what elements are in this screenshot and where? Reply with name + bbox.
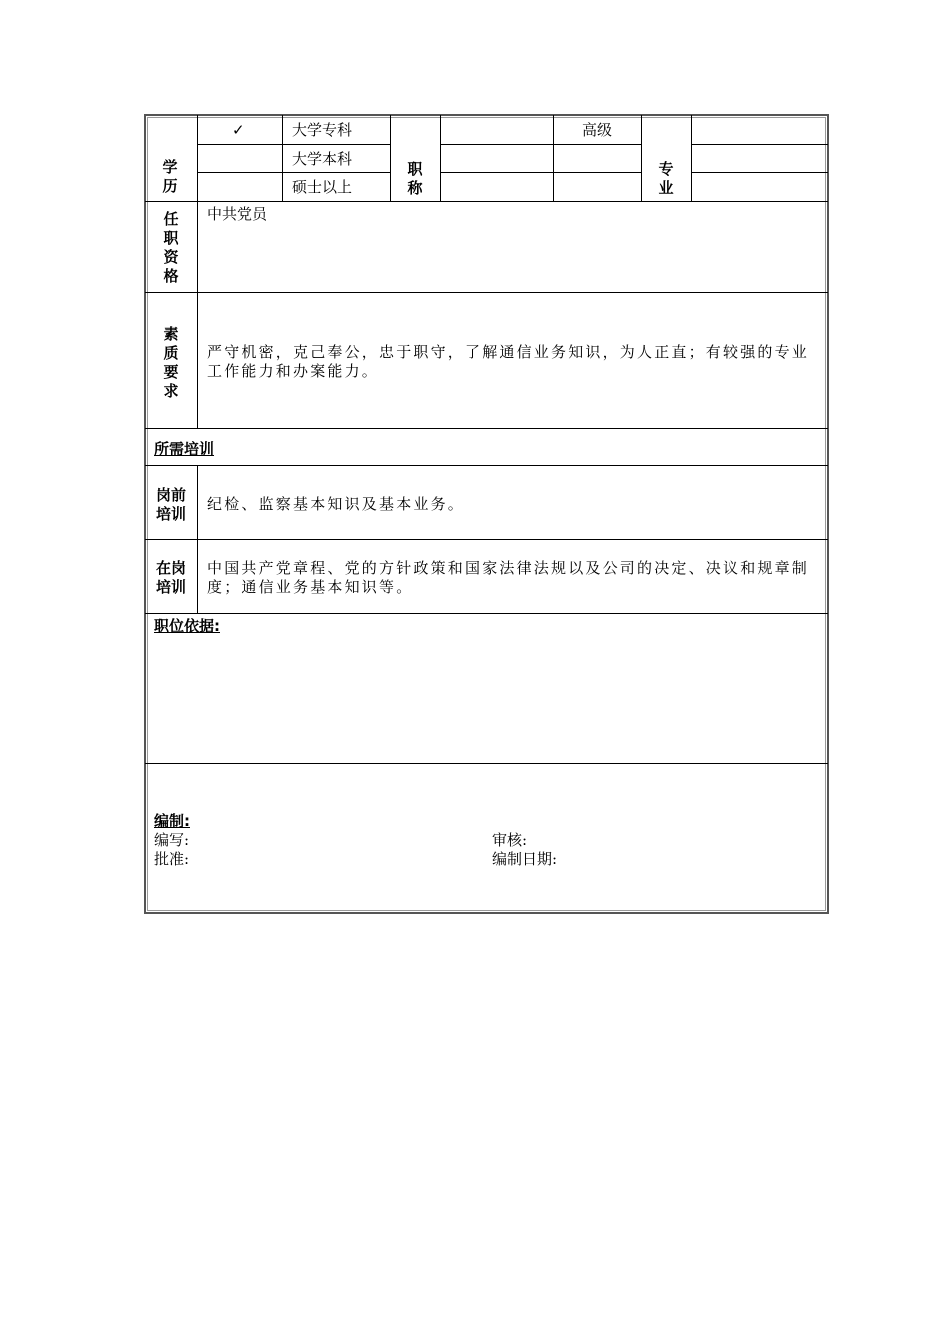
row-line — [145, 613, 828, 614]
col-line — [553, 115, 554, 201]
reviewer-label: 审核: — [492, 831, 528, 849]
education-label: 学历 — [162, 158, 178, 195]
qualification-text: 中共党员 — [207, 205, 268, 223]
pre-training-label: 岗前培训 — [155, 486, 186, 523]
date-label: 编制日期: — [492, 850, 558, 868]
major-label: 专业 — [658, 160, 674, 197]
training-heading: 所需培训 — [154, 440, 215, 458]
col-line — [641, 115, 642, 201]
writer-label: 编写: — [154, 831, 190, 849]
title-label: 职称 — [407, 160, 423, 197]
row-line — [145, 428, 828, 429]
quality-text: 严守机密，克己奉公，忠于职守，了解通信业务知识，为人正直；有较强的专业工作能力和办案能力。 — [207, 343, 810, 380]
row-line — [440, 144, 641, 145]
col-line — [691, 115, 692, 201]
row-line — [145, 465, 828, 466]
col-line — [282, 115, 283, 201]
col-line — [197, 465, 198, 613]
col-line — [440, 115, 441, 201]
qualification-label: 任职资格 — [163, 210, 179, 285]
quality-label: 素质要求 — [163, 325, 179, 400]
education-option-2: 大学本科 — [292, 150, 353, 168]
row-line — [145, 292, 828, 293]
row-line — [440, 172, 641, 173]
col-line — [197, 115, 198, 428]
row-line — [197, 144, 390, 145]
row-line — [691, 144, 828, 145]
basis-heading: 职位依据: — [154, 617, 220, 635]
on-training-text: 中国共产党章程、党的方针政策和国家法律法规以及公司的决定、决议和规章制度；通信业务基本知识等。 — [207, 559, 810, 596]
row-line — [197, 172, 390, 173]
compile-heading: 编制: — [154, 812, 190, 830]
education-check-icon: ✓ — [232, 121, 245, 139]
row-line — [691, 172, 828, 173]
row-line — [145, 539, 828, 540]
title-value: 高级 — [582, 121, 613, 139]
on-training-label: 在岗培训 — [155, 559, 186, 596]
education-option-3: 硕士以上 — [292, 178, 353, 196]
col-line — [390, 115, 391, 201]
row-line — [145, 763, 828, 764]
row-line — [145, 201, 828, 202]
pre-training-text: 纪检、监察基本知识及基本业务。 — [207, 495, 466, 513]
education-option-1: 大学专科 — [292, 121, 353, 139]
job-spec-table — [144, 114, 829, 914]
approver-label: 批准: — [154, 850, 190, 868]
